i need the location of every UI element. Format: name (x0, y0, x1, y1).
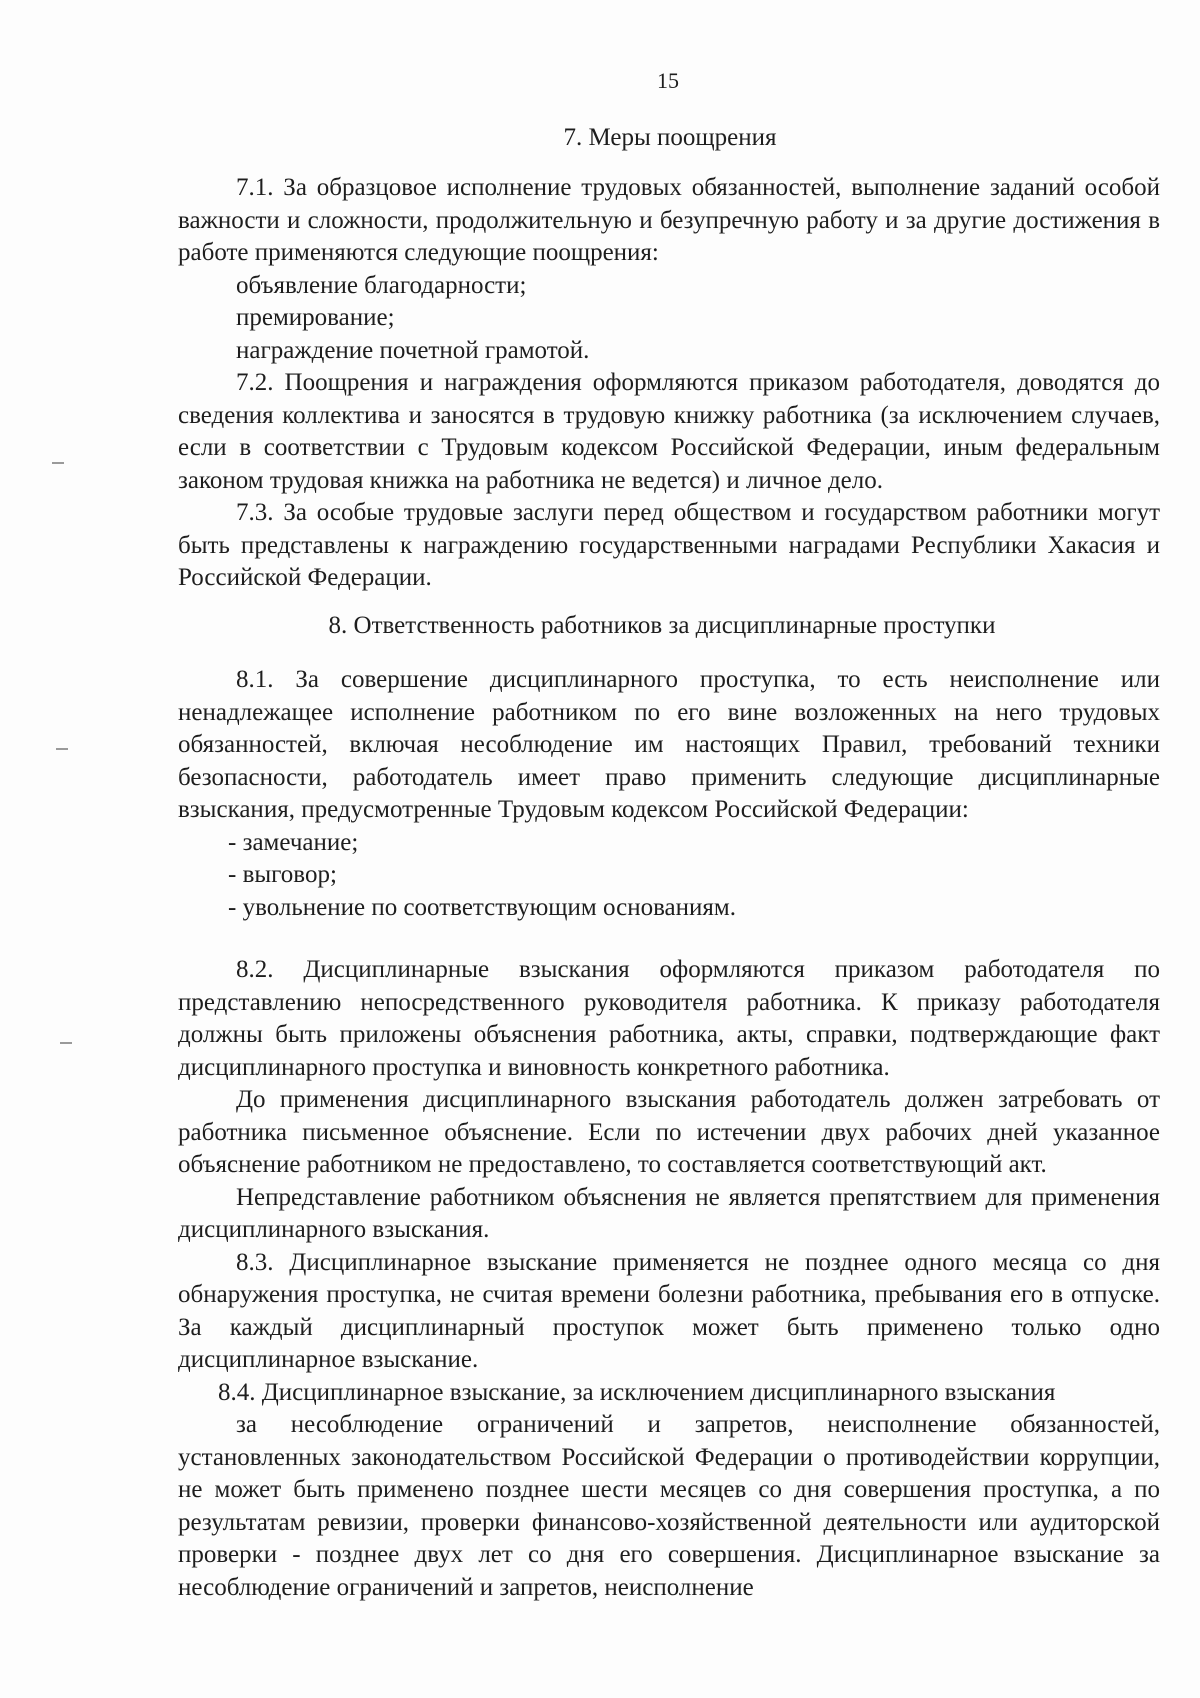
scan-margin-mark (56, 748, 68, 750)
paragraph-7-3: 7.3. За особые трудовые заслуги перед обществом и государством работники могут быть представлены к награждению государственными наградами Республики Хакасия и Российской Федерации. (178, 499, 1160, 591)
scan-margin-mark (60, 1042, 72, 1044)
list-item: - увольнение по соответствующим основаниям. (228, 893, 736, 921)
section-8-heading: 8. Ответственность работников за дисциплинарные проступки (328, 612, 996, 639)
paragraph-8-2-non-submission: Непредставление работником объяснения не является препятствием для применения дисциплинарного взыскания. (178, 1183, 1160, 1243)
paragraph-8-3: 8.3. Дисциплинарное взыскание применяется не позднее одного месяца со дня обнаружения проступка, не считая времени болезни работника, пребывания его в отпуске. За каждый дисциплинарный проступок может быть применено только одно дисциплинарное взыскание. (178, 1248, 1160, 1373)
list-item: премирование; (236, 304, 395, 331)
paragraph-8-4-body: за несоблюдение ограничений и запретов, неисполнение обязанностей, установленных законодательством Российской Федерации о противодействии коррупции, не может быть применено позднее шести месяцев со дня совершения проступка, а по результатам ревизии, проверки финансово-хозяйственной деятельности или аудиторской проверки - позднее двух лет со дня его совершения. Дисциплинарное взыскание за несоблюдение ограничений и запретов, неисполнение (178, 1411, 1160, 1601)
scan-margin-mark (52, 462, 64, 464)
paragraph-8-1: 8.1. За совершение дисциплинарного проступка, то есть неисполнение или ненадлежащее исполнение работником по его вине возложенных на него трудовых обязанностей, включая несоблюдение им настоящих Правил, требований техники безопасности, работодатель имеет право применить следующие дисциплинарные взыскания, предусмотренные Трудовым кодексом Российской Федерации: (178, 666, 1160, 823)
section-7-heading: 7. Меры поощрения (563, 124, 777, 151)
list-item: - выговор; (228, 861, 337, 888)
section-7-body (178, 172, 1160, 595)
paragraph-7-2: 7.2. Поощрения и награждения оформляются приказом работодателя, доводятся до сведения коллектива и заносятся в трудовую книжку работника (за исключением случаев, если в соответствии с Трудовым кодексом Российской Федерации, иным федеральным законом трудовая книжка на работника не ведется) и личное дело. (178, 369, 1160, 494)
paragraph-8-2: 8.2. Дисциплинарные взыскания оформляются приказом работодателя по представлению непосредственного руководителя работника. К приказу работодателя должны быть приложены объяснения работника, акты, справки, подтверждающие факт дисциплинарного проступка и виновность конкретного работника. (178, 956, 1160, 1081)
page-number: 15 (657, 68, 679, 93)
list-item: награждение почетной грамотой. (236, 336, 590, 364)
section-8-body (178, 664, 1160, 1604)
list-item: - замечание; (228, 828, 359, 856)
paragraph-8-4-lead: 8.4. Дисциплинарное взыскание, за исключением дисциплинарного взыскания (218, 1378, 1056, 1406)
list-item: объявление благодарности; (236, 271, 527, 299)
paragraph-8-2-explanation: До применения дисциплинарного взыскания работодатель должен затребовать от работника письменное объяснение. Если по истечении двух рабочих дней указанное объяснение работником не предоставлено, то составляется соответствующий акт. (178, 1086, 1160, 1178)
paragraph-7-1: 7.1. За образцовое исполнение трудовых обязанностей, выполнение заданий особой важности и сложности, продолжительную и безупречную работу и за другие достижения в работе применяются следующие поощрения: (178, 174, 1160, 266)
